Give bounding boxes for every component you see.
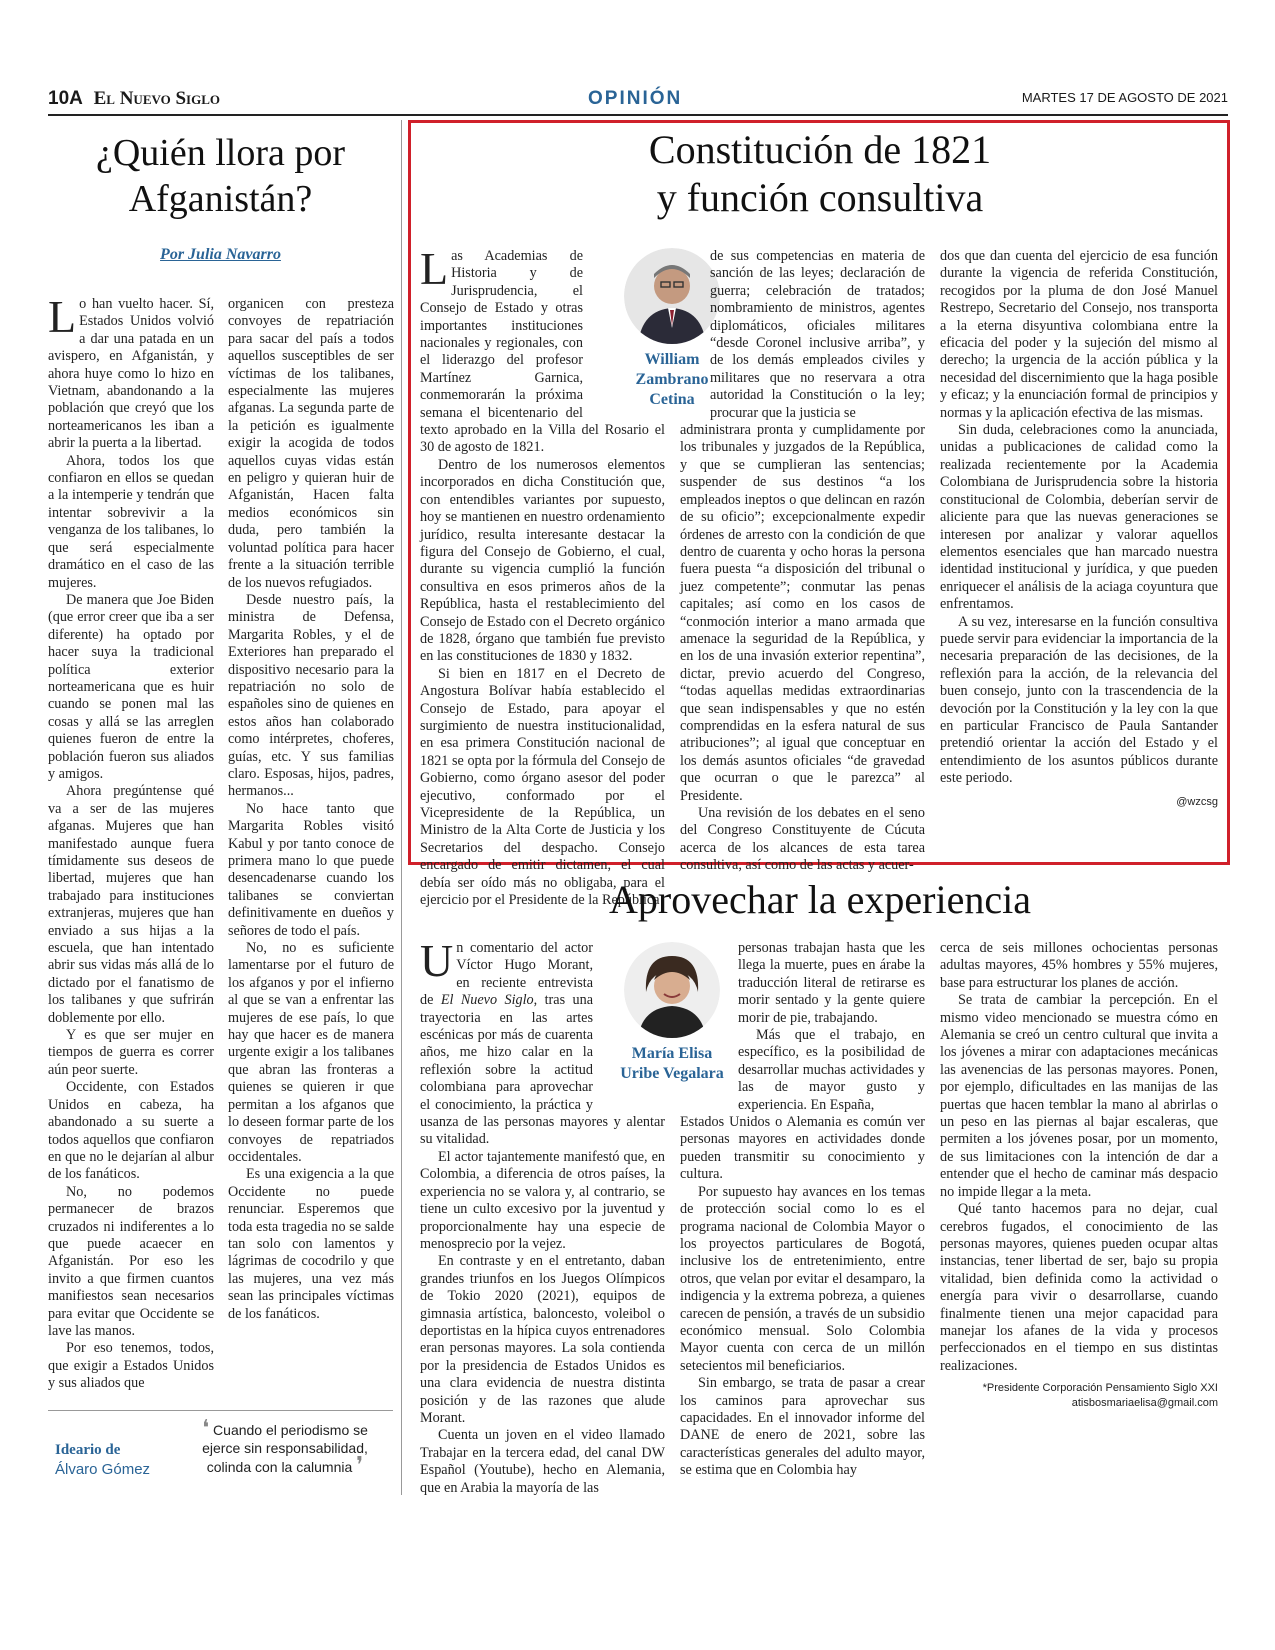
- paragraph: Estados Unidos o Alemania es común ver personas mayores en actividades donde pueden transmitir su conocimiento y cultura.: [680, 1114, 925, 1183]
- ideario-rule: [48, 1410, 393, 1411]
- drop-cap: L: [48, 291, 77, 342]
- paragraph: Desde nuestro país, la ministra de Defensa, Margarita Robles, y el de Exteriores han preparado el dispositivo necesario para la repatriación no solo de españoles sino de quienes en estos años han colaborado como intérpretes, choferes, guías, etc. Y sus familias claro. Esposas, hijos, padres, hermanos...: [228, 591, 394, 800]
- header-rule: [48, 114, 1228, 116]
- paragraph: Las Academias de Historia y de Jurisprudencia, el Consejo de Estado y otras importantes instituciones nacionales y regionales, con el liderazgo del profesor Martínez Garnica, conmemorarán la próxima semana el bicentenario del texto aprobado en la Villa del Rosario el 30 de agosto de 1821.: [420, 243, 665, 456]
- ideario-label-line1: Ideario de: [55, 1442, 121, 1458]
- page-number: 10A: [48, 88, 83, 109]
- paragraph: personas trabajan hasta que les llega la muerte, pues en árabe la traducción literal de retirarse es morir sentado y la gente quiere morir de pie, trabajando.: [738, 940, 925, 1026]
- article1-column-1: [48, 291, 214, 1393]
- issue-date: MARTES 17 DE AGOSTO DE 2021: [1021, 90, 1228, 105]
- paragraph: Sin duda, celebraciones como la anunciada, unidas a publicaciones de calidad como la realizada recientemente por la Academia Colombiana de Jurisprudencia sobre la historia constitucional de Colombia, deberían servir de aliciente para que las nuevas generaciones se interesen por analizar y valorar aquellos elementos esenciales que han marcado nuestra identidad institucional y jurídica, y que pueden enriquecer el análisis de la aciaga coyuntura que enfrentamos.: [940, 422, 1218, 613]
- paragraph: Es una exigencia a la que Occidente no puede renunciar. Esperemos que toda esta tragedia no se salde tan solo con lamentos y lágrimas de cocodrilo y que las mujeres, una vez más sean las principales víctimas de los fanáticos.: [228, 1166, 394, 1322]
- article-byline: Por Julia Navarro: [160, 246, 281, 263]
- paragraph: Lo han vuelto hacer. Sí, Estados Unidos volvió a dar una patada en un avispero, en Afganistán, y ahora huye como lo hizo en Vietnam, abandonando a la población que creyó que los norteamericanos les iban a abrir la puerta a la libertad.: [48, 291, 214, 452]
- article3-column-2: [680, 940, 925, 1480]
- quote-text: Cuando el periodismo se ejerce sin responsabilidad, colinda con la calumnia: [202, 1422, 368, 1475]
- paragraph: Ahora, todos los que confiaron en ellos se quedan a la intemperie y tendrán que intentar sobrevivir a la venganza de los talibanes, lo que será especialmente dramático en el caso de las mujeres.: [48, 452, 214, 591]
- article-afganistan: [48, 130, 393, 264]
- author-float-space: [680, 940, 738, 1100]
- paragraph: Un comentario del actor Víctor Hugo Morant, en reciente entrevista de El Nuevo Siglo, tras una trayectoria en las artes escénicas por más de cuarenta años, me hizo calar en la reflexión sobre la actitud colombiana para aprovechar el conocimiento, la práctica y usanza de las personas mayores y alentar su vitalidad.: [420, 935, 665, 1148]
- paragraph: Por supuesto hay avances en los temas de protección social como lo es el programa nacional de Colombia Mayor o los proyectos particulares de Bogotá, inclusive los de entretenimiento, entre otros, que velan por evitar el desamparo, la indigencia y la extrema pobreza, a quienes carecen de pensión, a través de un subsidio económico mensual. Solo Colombia Mayor cuenta con cerca de un millón setecientos mil beneficiarios.: [680, 1183, 925, 1374]
- ideario-label-line2: Álvaro Gómez: [55, 1461, 151, 1478]
- article3-column-3: [940, 940, 1218, 1411]
- paragraph: administrara pronta y cumplidamente por los tribunales y juzgados de la República, y que se cumplieran las sentencias; suspender de sus destinos “a los empleados ineptos o que delincan en razón de su oficio”; excepcionalmente expedir órdenes de arresto con la condición de que dentro de cuarenta y ocho horas la persona fuera puesta “a disposición del tribunal o juez competente”; conmutar las penas capitales; así como en los casos de “conmoción interior a mano armada que amenace la seguridad de la República, y en los de una invasión exterior repentina”, dictar, previo acuerdo del Congreso, “todas aquellas medidas extraordinarias que sean indispensables y que no estén comprendidas en la esfera natural de sus atribuciones”; al igual que conceptuar en los demás asuntos oficiales “de gravedad que ocurran o que le parezca” al Presidente.: [680, 422, 925, 804]
- drop-cap: U: [420, 935, 454, 986]
- drop-cap: L: [420, 243, 449, 294]
- paragraph: cerca de seis millones ochocientas personas adultas mayores, 45% hombres y 55% mujeres, base para estructurar los planes de acción.: [940, 940, 1218, 991]
- close-quote-icon: ❜: [356, 1453, 364, 1478]
- paragraph: Sin embargo, se trata de pasar a crear los caminos para aprovechar sus capacidades. En el innovador informe del DANE de enero de 2021, sobre las características generales del adulto mayor, se estima que en Colombia hay: [680, 1375, 925, 1479]
- article-constitucion: [420, 126, 1220, 222]
- open-quote-icon: ❛: [202, 1416, 210, 1441]
- paragraph: Dentro de los numerosos elementos incorporados en dicha Constitución que, con entendibles variantes por supuesto, hoy se mantienen en nuestro ordenamiento jurídico, resulta interesante destacar la figura del Consejo de Gobierno, el cual, durante su vigencia cumplió la función consultiva en esos primeros años de la República, hasta el restablecimiento del Consejo de Estado con el Decreto orgánico de 1828, órgano que también fue previsto en las constituciones de 1830 y 1832.: [420, 456, 665, 665]
- author-float-space: [593, 940, 665, 1100]
- author-affiliation: *Presidente Corporación Pensamiento Siglo XXI: [982, 1382, 1218, 1395]
- author-handle: @wzcsg: [1176, 795, 1218, 808]
- paragraph: Cuenta un joven en el video llamado Trabajar en la tercera edad, del canal DW Español (Youtube), hecho en Alemania, que en Arabia la mayoría de las: [420, 1427, 665, 1496]
- author-email: atisbosmariaelisa@gmail.com: [1071, 1397, 1218, 1410]
- paragraph: Y es que ser mujer en tiempos de guerra es correr aún peor suerte.: [48, 1027, 214, 1078]
- article2-column-2: [680, 248, 925, 875]
- paragraph: Más que el trabajo, en específico, es la posibilidad de desarrollar muchas actividades y las de mayor gusto y experiencia. En España,: [738, 1027, 925, 1113]
- article-title-line2: y función consultiva: [656, 175, 984, 220]
- paragraph: De manera que Joe Biden (que error creer que iba a ser diferente) ha optado por hacer suya la tradicional política exterior norteamericana que es huir cuando se ponen mal las cosas y allá se las arreglen quienes fueron de entre la población fueron sus aliados y amigos.: [48, 591, 214, 782]
- paragraph: Occidente, con Estados Unidos en cabeza, ha abandonado a su suerte a todos aquellos que confiaron en que no le dejarían al albur de los fanáticos.: [48, 1079, 214, 1183]
- article-title: ¿Quién llora por Afganistán?: [95, 132, 346, 220]
- section-name: OPINIÓN: [588, 88, 683, 109]
- author-name-line1: William: [644, 351, 700, 368]
- ideario-label: [55, 1440, 150, 1480]
- newspaper-name: El Nuevo Siglo: [93, 88, 220, 109]
- paragraph: No hace tanto que Margarita Robles visitó Kabul y por tanto conoce de primera mano lo que puede desencadenarse cuando los talibanes se conviertan definitivamente en dueños y señores de todo el país.: [228, 800, 394, 939]
- paragraph: Se trata de cambiar la percepción. En el mismo video mencionado se muestra cómo en Alemania se creó un centro cultural que invita a los jóvenes a mirar con adaptaciones mecánicas las avenencias de las personas mayores. Ponen, por ejemplo, dificultades en las manijas de las puertas que hacen temblar la mano al abrirlas o un peso en las piernas al bajar escaleras, que permiten a los jóvenes posar, por un momento, de sus limitaciones con la intención de dar a entender que el hecho de caminar más despacio no impide llegar a la meta.: [940, 992, 1218, 1200]
- article2-column-3: [940, 248, 1218, 811]
- article1-column-2: [228, 296, 394, 1323]
- paragraph: El actor tajantemente manifestó que, en Colombia, a diferencia de otros países, la experiencia no se valora y, al contrario, se tiene un culto excesivo por la juventud y proporcionalmente hay una especie de menosprecio por la vejez.: [420, 1148, 665, 1252]
- paragraph: No, no es suficiente lamentarse por el futuro de los afganos y por el infierno al que se van a enfrentar las mujeres de ese país, lo que hay que hacer es de manera urgente exigir a los talibanes que abran las fronteras a quienes se quieren ir que permitan a los afganos que lo deseen formar parte de los convoyes de repatriados occidentales.: [228, 940, 394, 1165]
- article-title: Aprovechar la experiencia: [609, 877, 1031, 922]
- article-experiencia: [420, 876, 1220, 924]
- column-divider: [401, 120, 402, 1495]
- paragraph: A su vez, interesarse en la función consultiva puede servir para evidenciar la importancia de la necesaria preparación de las decisiones, de la reflexión para la acción, de la relevancia del buen consejo, junto con la trascendencia de la devoción por la Constitución y la ley con la que en particular Francisco de Paula Santander pretendió orientar la acción del Estado y el entendimiento de los asuntos públicos durante este periodo.: [940, 613, 1218, 787]
- article2-column-1: [420, 243, 665, 909]
- paragraph: dos que dan cuenta del ejercicio de esa función durante la vigencia de referida Constitución, recogidos por la pluma de don José Manuel Restrepo, Secretario del Consejo, nos transporta a la eterna disyuntiva colombiana entre la eficacia del poder y la sujeción del mismo al derecho; la urgencia de la acción pública y la necesidad del discernimiento que la haga posible y eficaz; y la enunciación formal de principios y normas y la aplicación efectiva de las mismas.: [940, 248, 1218, 421]
- author-name-line2: Uribe Vegalara: [620, 1065, 724, 1082]
- author-name-line3: Cetina: [649, 391, 695, 408]
- paragraph: organicen con presteza convoyes de repatriación para sacar del país a todos aquellos susceptibles de ser víctimas de los talibanes, especialmente las mujeres afganas. La segunda parte de la petición es igualmente exigir la acogida de todos aquellos cuyas vidas están en peligro y quieran huir de Afganistán, Hacen falta medios económicos sin duda, pero también la voluntad política para hacer frente a la situación terrible de los nuevos refugiados.: [228, 296, 394, 591]
- author-name-line2: Zambrano: [635, 371, 709, 388]
- paragraph: Si bien en 1817 en el Decreto de Angostura Bolívar había establecido el Consejo de Estado, para apoyar el surgimiento de nuestra institucionalidad, en esa primera Constitución nacional de 1821 se opta por la fórmula del Consejo de Gobierno, como órgano asesor del poder ejecutivo, conformado por el Vicepresidente de la República, un Ministro de la Alta Corte de Justicia y los Secretarios del despacho. Consejo encargado de emitir dictamen, el cual debía ser oído más no obligaba, para el ejercicio por el Presidente de la República: [420, 665, 665, 909]
- masthead: [48, 88, 220, 110]
- article3-column-1: [420, 935, 665, 1497]
- paragraph: Qué tanto hacemos para no dejar, cual cerebros fugados, el conocimiento de las personas mayores, quienes pueden ocupar altas instancias, tener libertad de ser, bajo su propia vitalidad, bien definida como la actividad o energía para vivir o desarrollarse, cuando finalmente tienen una mejor capacidad para manejar los afanes de la vida y procesos perfeccionados en el tiempo en sus distintas realizaciones.: [940, 1201, 1218, 1374]
- page-header: [48, 88, 1228, 116]
- author-name-line1: María Elisa: [631, 1045, 713, 1062]
- ideario-quote: [190, 1416, 380, 1478]
- paragraph: Ahora pregúntense qué va a ser de las mujeres afganas. Mujeres que han manifestado aunque fuera tímidamente sus deseos de libertad, mujeres que han trabajado para instituciones extranjeras, mujeres que han enviado a sus hijas a la escuela, que han intentado abrir sus vidas más allá de lo dictado por el fanatismo de los talibanes y que sufrirán doblemente por ello.: [48, 783, 214, 1026]
- paragraph: Una revisión de los debates en el seno del Congreso Constituyente de Cúcuta acerca de los alcances de esta tarea consultiva, así como de las actas y acuer-: [680, 805, 925, 874]
- article-title-line1: Constitución de 1821: [648, 127, 992, 172]
- paragraph: de sus competencias en materia de sanción de las leyes; declaración de guerra; celebración de tratados; nombramiento de ministros, agentes diplomáticos, oficiales militares “desde Coronel inclusive arriba”, y de los demás empleados civiles y militares que no reservara a otra autoridad la Constitución o la ley; procurar que la justicia se: [710, 248, 925, 421]
- paragraph: No, no podemos permanecer de brazos cruzados ni indiferentes a lo que puede acaecer en Afganistán. Por eso les invito a que firmen cuantos manifiestos sean necesarios para evitar que Occidente se lave las manos.: [48, 1183, 214, 1339]
- author-float-space: [583, 248, 665, 418]
- author-footnote: [940, 1381, 1218, 1411]
- paragraph: Por eso tenemos, todos, que exigir a Estados Unidos y sus aliados que: [48, 1340, 214, 1392]
- author-float-space: [680, 248, 710, 418]
- paragraph: En contraste y en el entretanto, daban grandes triunfos en los Juegos Olímpicos de Tokio 2020 (2021), equipos de gimnasia artística, baloncesto, voleibol o deportistas en la hípica cuyos entrenadores eran personas mayores. La sola contienda por la presidencia de Estados Unidos es una clara evidencia de nuestra distinta posición y de las razones que alude Morant.: [420, 1253, 665, 1426]
